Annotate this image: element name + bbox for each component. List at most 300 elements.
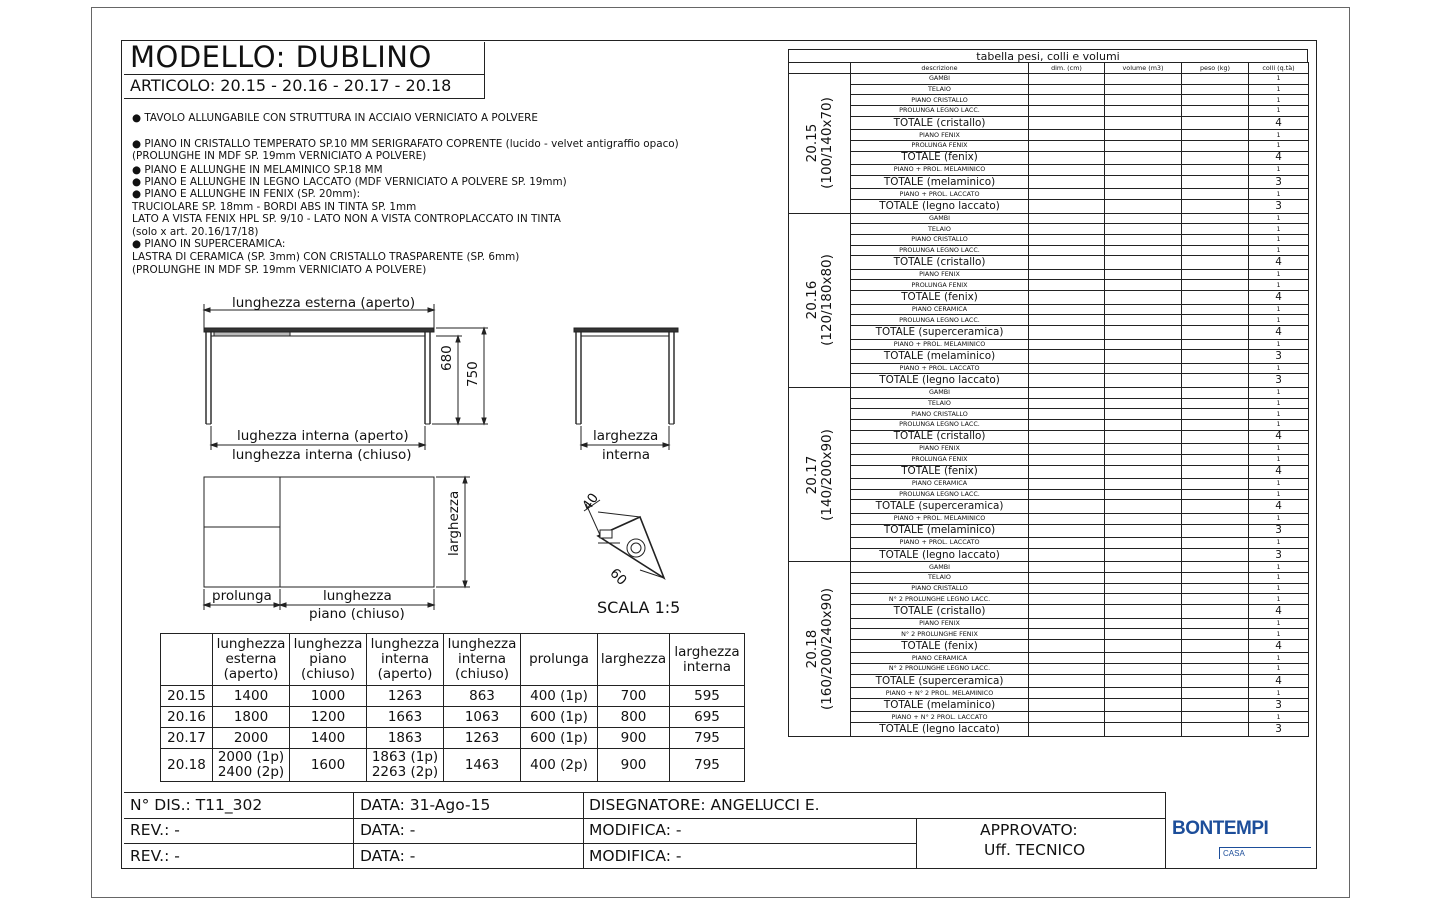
weights-empty-cell (1182, 639, 1249, 653)
weights-description-cell: PROLUNGA LEGNO LACC. (851, 245, 1029, 256)
weights-quantity-cell: 4 (1249, 605, 1309, 619)
weights-table-row (789, 454, 1309, 465)
dimensions-header-text: interna (380, 651, 430, 667)
weights-empty-cell (1029, 538, 1105, 549)
dimensions-cell: 1863 (367, 728, 444, 749)
weights-empty-cell (1105, 583, 1182, 594)
weights-empty-cell (1105, 350, 1182, 364)
weights-table-row (789, 256, 1309, 270)
weights-description-cell: N° 2 PROLUNGHE LEGNO LACC. (851, 594, 1029, 605)
weights-empty-cell (1029, 454, 1105, 465)
weights-quantity-cell: 1 (1249, 84, 1309, 95)
weights-description-cell: TOTALE (melaminico) (851, 350, 1029, 364)
weights-empty-cell (1182, 315, 1249, 326)
weights-empty-cell (1105, 548, 1182, 562)
weights-empty-cell (1182, 326, 1249, 340)
dimensions-cell: 1800 (213, 707, 290, 728)
weights-quantity-cell: 1 (1249, 280, 1309, 291)
weights-table-row (789, 175, 1309, 189)
weights-empty-cell (1182, 165, 1249, 176)
weights-header-cell: colli (q.tà) (1249, 63, 1309, 74)
weights-quantity-cell: 1 (1249, 130, 1309, 141)
weights-quantity-cell: 4 (1249, 465, 1309, 479)
dimensions-header-text: (aperto) (223, 666, 279, 682)
weights-group-label: 20.17 (140/200x90) (789, 387, 851, 561)
model-title: MODELLO: DUBLINO (130, 40, 432, 74)
weights-quantity-cell: 1 (1249, 444, 1309, 455)
weights-quantity-cell: 1 (1249, 419, 1309, 430)
dimensions-cell: 20.15 (161, 686, 213, 707)
weights-empty-cell (1029, 291, 1105, 305)
dimensions-header-text: larghezza (674, 643, 740, 660)
weights-empty-cell (1029, 398, 1105, 409)
description-line: ● PIANO IN SUPERCERAMICA: (132, 238, 286, 250)
weights-quantity-cell: 1 (1249, 269, 1309, 280)
weights-empty-cell (1105, 213, 1182, 224)
weights-description-cell: TOTALE (cristallo) (851, 116, 1029, 130)
weights-quantity-cell: 1 (1249, 618, 1309, 629)
weights-description-cell: PROLUNGA FENIX (851, 280, 1029, 291)
weights-empty-cell (1029, 200, 1105, 214)
dimensions-table-row (161, 707, 745, 728)
weights-table-row (789, 674, 1309, 688)
weights-empty-cell (1105, 479, 1182, 490)
weights-quantity-cell: 1 (1249, 688, 1309, 699)
label-length-2: piano (chiuso) (309, 606, 405, 622)
weights-empty-cell (1105, 572, 1182, 583)
weights-empty-cell (1182, 280, 1249, 291)
weights-description-cell: TOTALE (melaminico) (851, 175, 1029, 189)
weights-description-cell: PIANO FENIX (851, 618, 1029, 629)
weights-table-row (789, 605, 1309, 619)
weights-empty-cell (1029, 130, 1105, 141)
weights-empty-cell (1182, 629, 1249, 640)
weights-description-cell: TOTALE (melaminico) (851, 698, 1029, 712)
weights-empty-cell (1105, 116, 1182, 130)
footer-row-3 (124, 843, 916, 868)
dimensions-header-cell (290, 634, 367, 686)
revision-2: REV.: - (130, 847, 180, 865)
footer-divider (583, 792, 584, 868)
weights-description-cell: TELAIO (851, 84, 1029, 95)
weights-empty-cell (1182, 618, 1249, 629)
weights-quantity-cell: 3 (1249, 350, 1309, 364)
label-height-750: 750 (465, 361, 481, 387)
weights-empty-cell (1029, 664, 1105, 675)
weights-table-row (789, 363, 1309, 374)
dimensions-cell: 695 (670, 707, 745, 728)
weights-table-row (789, 280, 1309, 291)
weights-quantity-cell: 1 (1249, 165, 1309, 176)
weights-empty-cell (1029, 95, 1105, 106)
weights-table-row (789, 200, 1309, 214)
weights-quantity-cell: 1 (1249, 513, 1309, 524)
weights-description-cell: GAMBI (851, 74, 1029, 85)
weights-description-cell: PIANO FENIX (851, 269, 1029, 280)
weights-description-cell: N° 2 PROLUNGHE LEGNO LACC. (851, 664, 1029, 675)
weights-empty-cell (1105, 304, 1182, 315)
weights-empty-cell (1029, 106, 1105, 117)
weights-empty-cell (1105, 374, 1182, 388)
dimensions-cell: 1663 (367, 707, 444, 728)
weights-empty-cell (1105, 465, 1182, 479)
weights-quantity-cell: 1 (1249, 189, 1309, 200)
weights-description-cell: PIANO + PROL. LACCATO (851, 363, 1029, 374)
weights-empty-cell (1029, 594, 1105, 605)
weights-quantity-cell: 1 (1249, 304, 1309, 315)
weights-empty-cell (1029, 151, 1105, 165)
description-line: LASTRA DI CERAMICA (SP. 3mm) CON CRISTALLO TRASPARENTE (SP. 6mm) (132, 251, 520, 263)
revision-1-change: MODIFICA: - (589, 821, 682, 839)
weights-description-cell: TOTALE (legno laccato) (851, 723, 1029, 737)
drawing-number: N° DIS.: T11_302 (130, 796, 263, 814)
dimensions-cell: 1000 (290, 686, 367, 707)
dimensions-cell: 1400 (213, 686, 290, 707)
weights-empty-cell (1105, 712, 1182, 723)
dimensions-header-text: prolunga (529, 651, 589, 667)
weights-empty-cell (1182, 479, 1249, 490)
weights-table-row (789, 234, 1309, 245)
weights-empty-cell (1029, 363, 1105, 374)
weights-description-cell: TOTALE (cristallo) (851, 605, 1029, 619)
weights-empty-cell (1182, 605, 1249, 619)
weights-table-row (789, 315, 1309, 326)
weights-description-cell: TELAIO (851, 572, 1029, 583)
weights-quantity-cell: 4 (1249, 326, 1309, 340)
label-inner-width-2: interna (602, 447, 651, 463)
weights-quantity-cell: 4 (1249, 256, 1309, 270)
revision-2-change: MODIFICA: - (589, 847, 682, 865)
weights-table-row (789, 350, 1309, 364)
weights-empty-cell (1182, 339, 1249, 350)
dimensions-header-text: (chiuso) (454, 666, 510, 682)
description-line: LATO A VISTA FENIX HPL SP. 9/10 - LATO NON A VISTA CONTROPLACCATO IN TINTA (132, 213, 561, 225)
weights-quantity-cell: 4 (1249, 500, 1309, 514)
weights-quantity-cell: 1 (1249, 653, 1309, 664)
weights-quantity-cell: 1 (1249, 224, 1309, 235)
weights-table-row (789, 562, 1309, 573)
weights-description-cell: TOTALE (superceramica) (851, 326, 1029, 340)
dimensions-cell: 20.18 (161, 749, 213, 782)
label-inner-width-1: larghezza (593, 428, 659, 444)
dimensions-cell: 700 (598, 686, 670, 707)
weights-empty-cell (1182, 291, 1249, 305)
weights-description-cell: PIANO CERAMICA (851, 479, 1029, 490)
weights-table-row (789, 189, 1309, 200)
weights-empty-cell (1029, 165, 1105, 176)
weights-table-row (789, 513, 1309, 524)
weights-quantity-cell: 1 (1249, 479, 1309, 490)
weights-empty-cell (1105, 95, 1182, 106)
weights-table-row (789, 165, 1309, 176)
weights-empty-cell (1029, 234, 1105, 245)
dimensions-cell: 863 (444, 686, 521, 707)
weights-empty-cell (1029, 513, 1105, 524)
weights-description-cell: GAMBI (851, 562, 1029, 573)
dimensions-table-row (161, 728, 745, 749)
weights-empty-cell (1105, 269, 1182, 280)
weights-description-cell: PIANO CRISTALLO (851, 234, 1029, 245)
weights-empty-cell (1105, 562, 1182, 573)
weights-quantity-cell: 4 (1249, 291, 1309, 305)
weights-empty-cell (1105, 315, 1182, 326)
weights-empty-cell (1029, 387, 1105, 398)
label-inner-length-open: lughezza interna (aperto) (237, 428, 409, 444)
weights-header-cell: dim. (cm) (1029, 63, 1105, 74)
weights-quantity-cell: 3 (1249, 723, 1309, 737)
weights-empty-cell (1182, 444, 1249, 455)
weights-header-cell: descrizione (851, 63, 1029, 74)
weights-quantity-cell: 3 (1249, 175, 1309, 189)
weights-empty-cell (1105, 224, 1182, 235)
drawing-date: DATA: 31-Ago-15 (360, 796, 491, 814)
weights-empty-cell (1105, 605, 1182, 619)
dimensions-cell: 1863 (1p) 2263 (2p) (367, 749, 444, 782)
weights-empty-cell (1182, 674, 1249, 688)
weights-empty-cell (1029, 189, 1105, 200)
weights-empty-cell (1182, 387, 1249, 398)
weights-empty-cell (1029, 674, 1105, 688)
weights-empty-cell (1105, 130, 1182, 141)
weights-empty-cell (1029, 116, 1105, 130)
weights-empty-cell (1029, 605, 1105, 619)
weights-empty-cell (1182, 454, 1249, 465)
weights-empty-cell (1029, 304, 1105, 315)
weights-table-row (789, 500, 1309, 514)
brand-logo-sub: CASA (1219, 847, 1311, 859)
weights-empty-cell (1029, 698, 1105, 712)
weights-quantity-cell: 1 (1249, 245, 1309, 256)
weights-quantity-cell: 1 (1249, 664, 1309, 675)
weights-empty-cell (1029, 479, 1105, 490)
weights-empty-cell (1105, 387, 1182, 398)
revision-1-date: DATA: - (360, 821, 416, 839)
weights-empty-cell (1105, 653, 1182, 664)
weights-empty-cell (1029, 653, 1105, 664)
weights-empty-cell (1105, 200, 1182, 214)
weights-empty-cell (1105, 398, 1182, 409)
weights-empty-cell (1029, 74, 1105, 85)
weights-table-row (789, 106, 1309, 117)
dimensions-cell: 400 (1p) (521, 686, 598, 707)
weights-table-row (789, 387, 1309, 398)
weights-quantity-cell: 4 (1249, 430, 1309, 444)
weights-table-row (789, 629, 1309, 640)
weights-empty-cell (1105, 280, 1182, 291)
weights-table-row (789, 430, 1309, 444)
weights-empty-cell (1182, 524, 1249, 538)
technical-drawing (0, 0, 780, 640)
weights-table-row (789, 326, 1309, 340)
weights-description-cell: TOTALE (fenix) (851, 291, 1029, 305)
weights-quantity-cell: 1 (1249, 315, 1309, 326)
dimensions-header-text: lunghezza (370, 636, 440, 652)
dimensions-header-cell (161, 634, 213, 686)
label-inner-length-closed: lunghezza interna (chiuso) (232, 447, 412, 463)
weights-quantity-cell: 1 (1249, 409, 1309, 420)
weights-quantity-cell: 3 (1249, 200, 1309, 214)
weights-empty-cell (1182, 140, 1249, 151)
weights-description-cell: PIANO + PROL. MELAMINICO (851, 513, 1029, 524)
weights-empty-cell (1105, 723, 1182, 737)
weights-empty-cell (1029, 548, 1105, 562)
weights-empty-cell (1029, 224, 1105, 235)
weights-empty-cell (1182, 224, 1249, 235)
weights-quantity-cell: 1 (1249, 213, 1309, 224)
weights-table-row (789, 548, 1309, 562)
weights-empty-cell (1029, 409, 1105, 420)
revision-2-date: DATA: - (360, 847, 416, 865)
weights-description-cell: PROLUNGA FENIX (851, 140, 1029, 151)
dimensions-header-text: piano (309, 651, 347, 667)
revision-1: REV.: - (130, 821, 180, 839)
weights-table-row (789, 594, 1309, 605)
label-length-1: lunghezza (323, 588, 392, 604)
weights-table-row (789, 444, 1309, 455)
dimensions-header-text: interna (682, 658, 732, 675)
dimensions-header-text: lunghezza (447, 636, 517, 652)
weights-table-row (789, 374, 1309, 388)
weights-empty-cell (1182, 664, 1249, 675)
dimensions-table (160, 633, 745, 782)
weights-empty-cell (1029, 688, 1105, 699)
weights-empty-cell (1182, 269, 1249, 280)
weights-table-row (789, 639, 1309, 653)
footer-divider (1165, 792, 1166, 868)
dimensions-table-row (161, 686, 745, 707)
weights-empty-cell (1105, 639, 1182, 653)
weights-empty-cell (1029, 629, 1105, 640)
dimensions-header-text: larghezza (600, 651, 667, 667)
weights-quantity-cell: 1 (1249, 387, 1309, 398)
weights-empty-cell (1182, 430, 1249, 444)
weights-empty-cell (1029, 315, 1105, 326)
weights-empty-cell (1182, 538, 1249, 549)
weights-table-row (789, 304, 1309, 315)
weights-empty-cell (1105, 189, 1182, 200)
weights-table-row (789, 269, 1309, 280)
weights-header-cell: volume (m3) (1105, 63, 1182, 74)
dimensions-header-text: (chiuso) (300, 666, 356, 682)
approved-label: APPROVATO: (980, 821, 1078, 839)
weights-description-cell: PROLUNGA LEGNO LACC. (851, 315, 1029, 326)
weights-empty-cell (1182, 374, 1249, 388)
weights-quantity-cell: 1 (1249, 629, 1309, 640)
dimensions-cell: 900 (598, 749, 670, 782)
dimensions-cell: 2000 (213, 728, 290, 749)
weights-empty-cell (1105, 430, 1182, 444)
weights-description-cell: PROLUNGA LEGNO LACC. (851, 419, 1029, 430)
dimensions-cell: 20.16 (161, 707, 213, 728)
weights-empty-cell (1029, 723, 1105, 737)
label-detail-60: 60 (606, 565, 630, 589)
weights-empty-cell (1029, 524, 1105, 538)
weights-empty-cell (1029, 444, 1105, 455)
weights-table-row (789, 409, 1309, 420)
weights-quantity-cell: 1 (1249, 454, 1309, 465)
weights-description-cell: PIANO + PROL. LACCATO (851, 538, 1029, 549)
dimensions-header-text: esterna (225, 651, 277, 667)
weights-empty-cell (1182, 256, 1249, 270)
weights-description-cell: TOTALE (legno laccato) (851, 200, 1029, 214)
weights-empty-cell (1105, 419, 1182, 430)
weights-table-row (789, 688, 1309, 699)
weights-quantity-cell: 4 (1249, 674, 1309, 688)
description-line: ● PIANO E ALLUNGHE IN FENIX (SP. 20mm): (132, 188, 361, 200)
weights-empty-cell (1029, 269, 1105, 280)
weights-empty-cell (1029, 175, 1105, 189)
weights-group-label: 20.18 (160/200/240x90) (789, 562, 851, 736)
weights-quantity-cell: 1 (1249, 106, 1309, 117)
weights-table-row (789, 213, 1309, 224)
weights-description-cell: PIANO CERAMICA (851, 653, 1029, 664)
weights-description-cell: TOTALE (melaminico) (851, 524, 1029, 538)
weights-empty-cell (1182, 95, 1249, 106)
weights-description-cell: TOTALE (fenix) (851, 465, 1029, 479)
footer-divider (916, 818, 917, 868)
weights-empty-cell (1105, 106, 1182, 117)
dimensions-cell: 20.17 (161, 728, 213, 749)
weights-table-row (789, 698, 1309, 712)
weights-empty-cell (1182, 594, 1249, 605)
weights-empty-cell (1029, 500, 1105, 514)
weights-quantity-cell: 1 (1249, 583, 1309, 594)
weights-quantity-cell: 1 (1249, 398, 1309, 409)
weights-description-cell: TOTALE (superceramica) (851, 500, 1029, 514)
weights-description-cell: TELAIO (851, 224, 1029, 235)
weights-empty-cell (1105, 489, 1182, 500)
weights-table-row (789, 723, 1309, 737)
weights-table-row (789, 339, 1309, 350)
weights-empty-cell (1182, 200, 1249, 214)
weights-empty-cell (1105, 674, 1182, 688)
weights-quantity-cell: 1 (1249, 562, 1309, 573)
dimensions-header-cell (367, 634, 444, 686)
weights-description-cell: GAMBI (851, 213, 1029, 224)
weights-description-cell: TOTALE (superceramica) (851, 674, 1029, 688)
weights-quantity-cell: 3 (1249, 374, 1309, 388)
weights-description-cell: PROLUNGA LEGNO LACC. (851, 106, 1029, 117)
weights-empty-cell (1182, 234, 1249, 245)
weights-empty-cell (1182, 548, 1249, 562)
weights-empty-cell (1105, 629, 1182, 640)
weights-table-row (789, 224, 1309, 235)
weights-table-row (789, 84, 1309, 95)
weights-empty-cell (1182, 723, 1249, 737)
label-outer-length-open: lunghezza esterna (aperto) (232, 295, 416, 311)
weights-table-row (789, 572, 1309, 583)
weights-empty-cell (1182, 245, 1249, 256)
weights-table-title: tabella pesi, colli e volumi (788, 49, 1308, 62)
weights-table-row (789, 116, 1309, 130)
dimensions-cell: 900 (598, 728, 670, 749)
weights-empty-cell (1029, 419, 1105, 430)
weights-empty-cell (1105, 688, 1182, 699)
weights-table-row (789, 419, 1309, 430)
weights-quantity-cell: 1 (1249, 572, 1309, 583)
description-line: (solo x art. 20.16/17/18) (132, 226, 259, 238)
description-line: (PROLUNGHE IN MDF SP. 19mm VERNICIATO A POLVERE) (132, 264, 427, 276)
label-extension: prolunga (212, 588, 272, 604)
dimensions-header-cell (598, 634, 670, 686)
weights-empty-cell (1182, 84, 1249, 95)
brand-logo: BONTEMPI (1172, 818, 1269, 839)
weights-quantity-cell: 3 (1249, 548, 1309, 562)
dimensions-cell: 1600 (290, 749, 367, 782)
weights-table-row (789, 524, 1309, 538)
weights-empty-cell (1182, 500, 1249, 514)
weights-quantity-cell: 4 (1249, 639, 1309, 653)
